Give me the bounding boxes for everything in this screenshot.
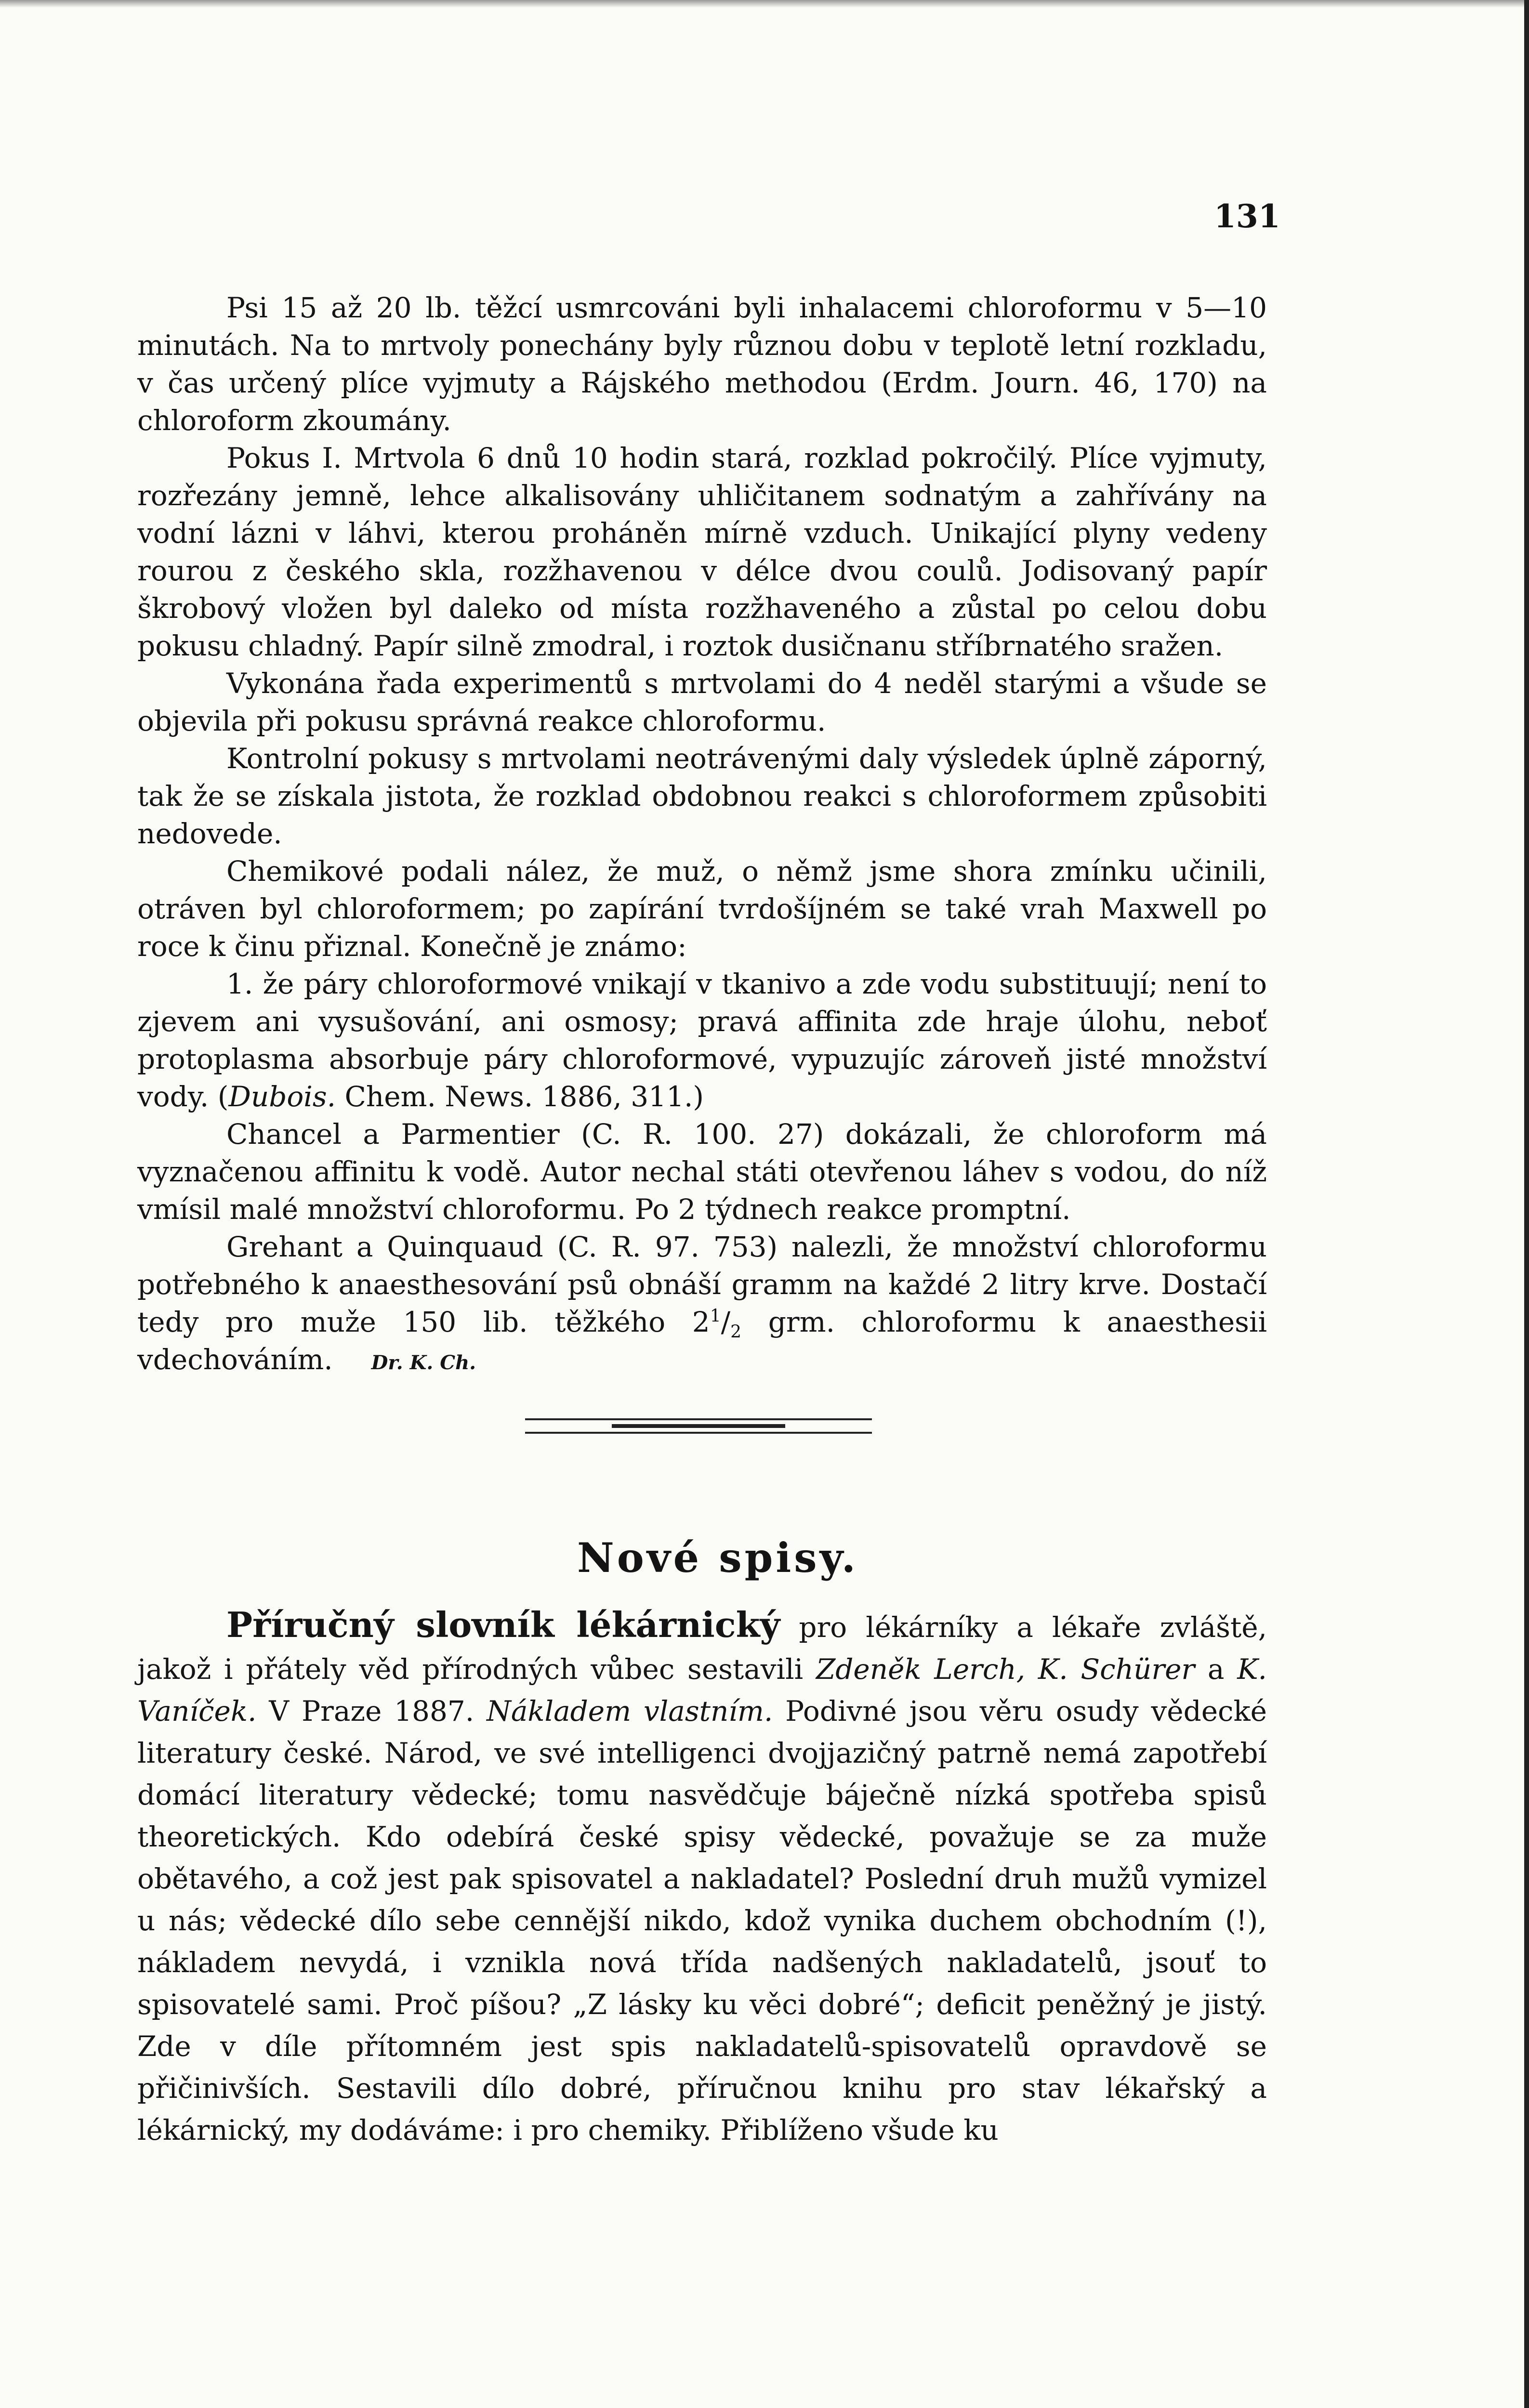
dose-amount: 2	[692, 1306, 710, 1338]
paragraph: Chemikové podali nález, že muž, o němž jsme shora zmínku učinili, otráven byl chloroformem; po zapírání tvrdošíjném se také vrah Maxwell po roce k činu přiznal. Konečně je známo:	[137, 855, 1267, 963]
article-body	[137, 289, 1267, 1382]
paragraph-text: grm. chloroformu k anaesthesii vdechováním.	[137, 1306, 1267, 1376]
book-title: Příručný slovník lékárnický	[226, 1604, 780, 1645]
paragraph: Vykonána řada experimentů s mrtvolami do 4 neděl starými a všude se objevila při pokusu správná reakce chloroformu.	[137, 667, 1267, 737]
review-paragraph	[137, 1604, 1267, 2151]
paragraph: Pokus I. Mrtvola 6 dnů 10 hodin stará, rozklad pokročilý. Plíce vyjmuty, rozřezány jemně, lehce alkalisovány uhličitanem sodnatým a zahřívány na vodní lázni v láhvi, kterou proháněn mírně vzduch. Unikající plyny vedeny rourou z českého skla, rozžhavenou v délce dvou coulů. Jodisovaný papír škrobový vložen byl daleko od místa rozžhaveného a zůstal po celou dobu pokusu chladný. Papír silně zmodral, i roztok dusičnanu stříbrnatého sražen.	[137, 442, 1267, 662]
author-signature: Dr. K. Ch.	[371, 1351, 476, 1374]
fraction-numerator: 1	[710, 1306, 721, 1326]
page-top-edge	[0, 0, 1529, 8]
book-authors: Zdeněk Lerch, K. Schürer	[816, 1653, 1195, 1686]
paragraph: Chancel a Parmentier (C. R. 100. 27) dokázali, že chloroform má vyznačenou affinitu k vodě. Autor nechal státi otevřenou láhev s vodou, do níž vmísil malé množství chloroformu. Po 2 týdnech reakce promptní.	[137, 1118, 1267, 1226]
page-right-edge	[1524, 0, 1529, 2408]
book-review	[137, 1604, 1267, 2151]
citation-author: Dubois.	[228, 1080, 336, 1113]
book-authors: K. Vaníček.	[137, 1653, 1267, 1727]
review-text: pro lékárníky a lékaře zvláště, jakož i přátely věd přírodných vůbec sestavili	[137, 1611, 1267, 1686]
review-text: Podivné jsou věru osudy vědecké literatury české. Národ, ve své intelligenci dvojjazičný patrně nemá zapotřebí domácí literatury vědecké; tomu nasvědčuje báječně nízká spotřeba spisů theoretických. Kdo odebírá české spisy vědecké, považuje se za muže obětavého, a což jest pak spisovatel a nakladatel? Poslední druh mužů vymizel u nás; vědecké dílo sebe cennější nikdo, kdož vynika duchem obchodním (!), nákladem nevydá, i vznikla nová třída nadšených nakladatelů, jsouť to spisovatelé sami. Proč píšou? „Z lásky ku věci dobré“; deficit peněžný je jistý. Zde v díle přítomném jest spis nakladatelů-spisovatelů opravdově se přičinivších. Sestavili dílo dobré, příručnou knihu pro stav lékařský a lékárnický, my dodáváme: i pro chemiky. Přiblíženo všude ku	[137, 1695, 1267, 2146]
paragraph: Grehant a Quinquaud (C. R. 97. 753) nalezli, že množství chloroformu potřebného k anaesthesování psů obnáší gramm na každé 2 litry krve. Dostačí tedy pro muže 150 lib. těžkého $2^1/_2$ grm. chloroformu k anaesthesii vdechováním. Dr. K. Ch.	[137, 1230, 1267, 1376]
review-text: a	[1195, 1653, 1238, 1686]
paragraph-text: 1. že páry chloroformové vnikají v tkanivo a zde vodu substituují; není to zjevem ani vysušování, ani osmosy; pravá affinita zde hraje úlohu, neboť protoplasma absorbuje páry chloroformové, vypuzujíc zároveň jisté množství vody.	[137, 968, 1267, 1113]
citation-rest: Chem. News. 1886, 311.)	[336, 1080, 704, 1113]
book-publisher: Nákladem vlastním.	[487, 1695, 773, 1727]
divider-line-bottom	[525, 1432, 872, 1434]
fraction-denominator: 2	[730, 1322, 742, 1342]
section-heading: Nové spisy.	[577, 1534, 858, 1582]
page-number: 131	[1214, 197, 1280, 235]
paragraph-text: Grehant a Quinquaud (C. R. 97. 753) nalezli, že množství chloroformu potřebného k anaesthesování psů obnáší gramm na každé 2 litry krve. Dostačí tedy pro muže 150 lib. těžkého	[137, 1230, 1267, 1338]
paragraph: Kontrolní pokusy s mrtvolami neotrávenými daly výsledek úplně záporný, tak že se získala jistota, že rozklad obdobnou reakci s chloroformem způsobiti nedovede.	[137, 742, 1267, 850]
divider-line-top	[525, 1418, 872, 1420]
paragraph: 1. že páry chloroformové vnikají v tkanivo a zde vodu substituují; není to zjevem ani vysušování, ani osmosy; pravá affinita zde hraje úlohu, neboť protoplasma absorbuje páry chloroformové, vypuzujíc zároveň jisté množství vody. (Dubois. Chem. News. 1886, 311.)	[137, 968, 1267, 1113]
paragraph: Psi 15 až 20 lb. těžcí usmrcováni byli inhalacemi chloroformu v 5—10 minutách. Na to mrtvoly ponechány byly různou dobu v teplotě letní rozkladu, v čas určený plíce vyjmuty a Rájského methodou (Erdm. Journ. 46, 170) na chloroform zkoumány.	[137, 291, 1267, 437]
divider-line-middle	[612, 1424, 785, 1428]
review-text: V Praze 1887.	[256, 1695, 487, 1727]
